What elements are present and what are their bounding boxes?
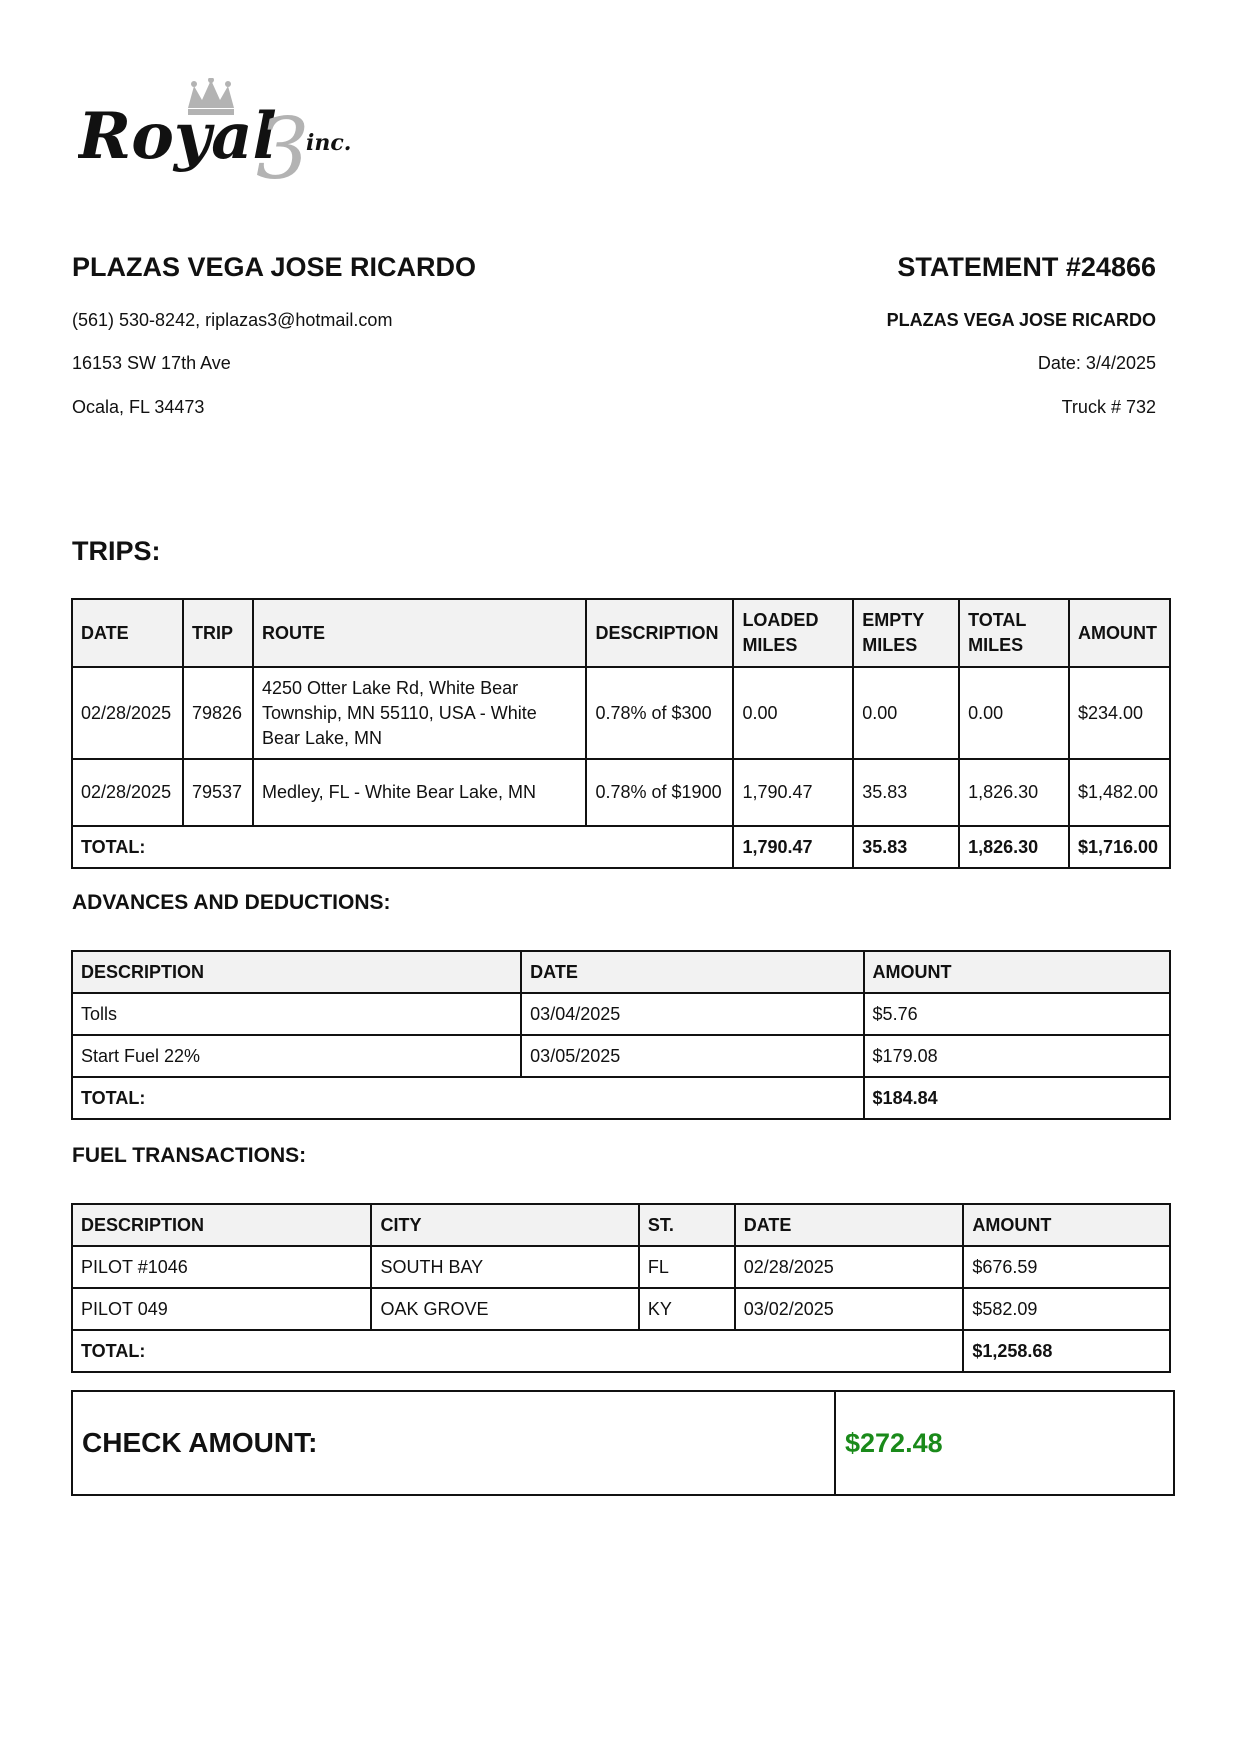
check-amount-value: $272.48 — [845, 1427, 943, 1458]
total-empty-miles: 35.83 — [853, 826, 959, 868]
cell-city: SOUTH BAY — [371, 1246, 638, 1288]
trips-header-row — [72, 599, 1170, 667]
cell-description: 0.78% of $300 — [586, 667, 733, 759]
check-amount-label: CHECK AMOUNT: — [73, 1392, 836, 1494]
cell-amount: $1,482.00 — [1069, 759, 1170, 826]
cell-total-miles: 0.00 — [959, 667, 1069, 759]
company-logo — [78, 78, 388, 188]
fuel-header-row — [72, 1204, 1170, 1246]
cell-description: Start Fuel 22% — [72, 1035, 521, 1077]
table-row — [72, 993, 1170, 1035]
trips-col-loaded-miles: LOADED MILES — [733, 599, 853, 667]
logo-number: 3 — [256, 100, 310, 188]
statement-truck: Truck # 732 — [1061, 397, 1156, 417]
cell-date: 03/02/2025 — [735, 1288, 964, 1330]
cell-route: 4250 Otter Lake Rd, White Bear Township, MN 55110, USA - White Bear Lake, MN — [253, 667, 587, 759]
cell-amount: $179.08 — [864, 1035, 1170, 1077]
trips-col-amount: AMOUNT — [1069, 599, 1170, 667]
cell-total-miles: 1,826.30 — [959, 759, 1069, 826]
table-row — [72, 1288, 1170, 1330]
advances-heading: ADVANCES AND DEDUCTIONS: — [72, 891, 391, 914]
fuel-col-date: DATE — [735, 1204, 964, 1246]
trips-col-date: DATE — [72, 599, 183, 667]
advances-table — [71, 950, 1171, 1120]
total-amount: $184.84 — [864, 1077, 1170, 1119]
table-row — [72, 759, 1170, 826]
cell-amount: $676.59 — [963, 1246, 1170, 1288]
cell-date: 02/28/2025 — [735, 1246, 964, 1288]
trips-table — [71, 598, 1171, 869]
total-loaded-miles: 1,790.47 — [733, 826, 853, 868]
cell-amount: $582.09 — [963, 1288, 1170, 1330]
table-row — [72, 667, 1170, 759]
cell-loaded-miles: 1,790.47 — [733, 759, 853, 826]
cell-amount: $234.00 — [1069, 667, 1170, 759]
logo-wordmark: Royal — [78, 99, 277, 174]
trips-col-route: ROUTE — [253, 599, 587, 667]
cell-state: FL — [639, 1246, 735, 1288]
cell-date: 02/28/2025 — [72, 759, 183, 826]
cell-state: KY — [639, 1288, 735, 1330]
statement-date: Date: 3/4/2025 — [1037, 353, 1156, 373]
cell-empty-miles: 0.00 — [853, 667, 959, 759]
cell-amount: $5.76 — [864, 993, 1170, 1035]
driver-address-line2: Ocala, FL 34473 — [72, 397, 205, 417]
cell-route: Medley, FL - White Bear Lake, MN — [253, 759, 587, 826]
trips-heading: TRIPS: — [72, 536, 161, 566]
fuel-col-amount: AMOUNT — [963, 1204, 1170, 1246]
cell-description: 0.78% of $1900 — [586, 759, 733, 826]
cell-city: OAK GROVE — [371, 1288, 638, 1330]
advances-col-amount: AMOUNT — [864, 951, 1170, 993]
fuel-col-city: CITY — [371, 1204, 638, 1246]
cell-description: PILOT #1046 — [72, 1246, 371, 1288]
total-label: TOTAL: — [72, 1330, 963, 1372]
statement-title: STATEMENT #24866 — [897, 252, 1156, 282]
statement-driver-name: PLAZAS VEGA JOSE RICARDO — [886, 310, 1156, 330]
cell-date: 02/28/2025 — [72, 667, 183, 759]
logo-suffix: inc. — [306, 130, 352, 156]
total-amount: $1,258.68 — [963, 1330, 1170, 1372]
trips-col-total-miles: TOTAL MILES — [959, 599, 1069, 667]
total-label: TOTAL: — [72, 826, 733, 868]
cell-loaded-miles: 0.00 — [733, 667, 853, 759]
driver-contact: (561) 530-8242, riplazas3@hotmail.com — [72, 310, 393, 330]
fuel-heading: FUEL TRANSACTIONS: — [72, 1144, 307, 1167]
table-row — [72, 1246, 1170, 1288]
cell-description: Tolls — [72, 993, 521, 1035]
cell-empty-miles: 35.83 — [853, 759, 959, 826]
cell-date: 03/05/2025 — [521, 1035, 863, 1077]
driver-name: PLAZAS VEGA JOSE RICARDO — [72, 252, 477, 282]
total-amount: $1,716.00 — [1069, 826, 1170, 868]
advances-header-row — [72, 951, 1170, 993]
trips-col-trip: TRIP — [183, 599, 253, 667]
fuel-col-description: DESCRIPTION — [72, 1204, 371, 1246]
advances-col-description: DESCRIPTION — [72, 951, 521, 993]
advances-total-row — [72, 1077, 1170, 1119]
trips-col-empty-miles: EMPTY MILES — [853, 599, 959, 667]
trips-col-description: DESCRIPTION — [586, 599, 733, 667]
table-row — [72, 1035, 1170, 1077]
advances-col-date: DATE — [521, 951, 863, 993]
trips-total-row — [72, 826, 1170, 868]
fuel-col-state: ST. — [639, 1204, 735, 1246]
total-total-miles: 1,826.30 — [959, 826, 1069, 868]
driver-address-line1: 16153 SW 17th Ave — [72, 353, 231, 373]
cell-trip: 79537 — [183, 759, 253, 826]
cell-date: 03/04/2025 — [521, 993, 863, 1035]
fuel-table — [71, 1203, 1171, 1373]
check-amount-box — [71, 1390, 1175, 1496]
fuel-total-row — [72, 1330, 1170, 1372]
cell-trip: 79826 — [183, 667, 253, 759]
total-label: TOTAL: — [72, 1077, 864, 1119]
cell-description: PILOT 049 — [72, 1288, 371, 1330]
